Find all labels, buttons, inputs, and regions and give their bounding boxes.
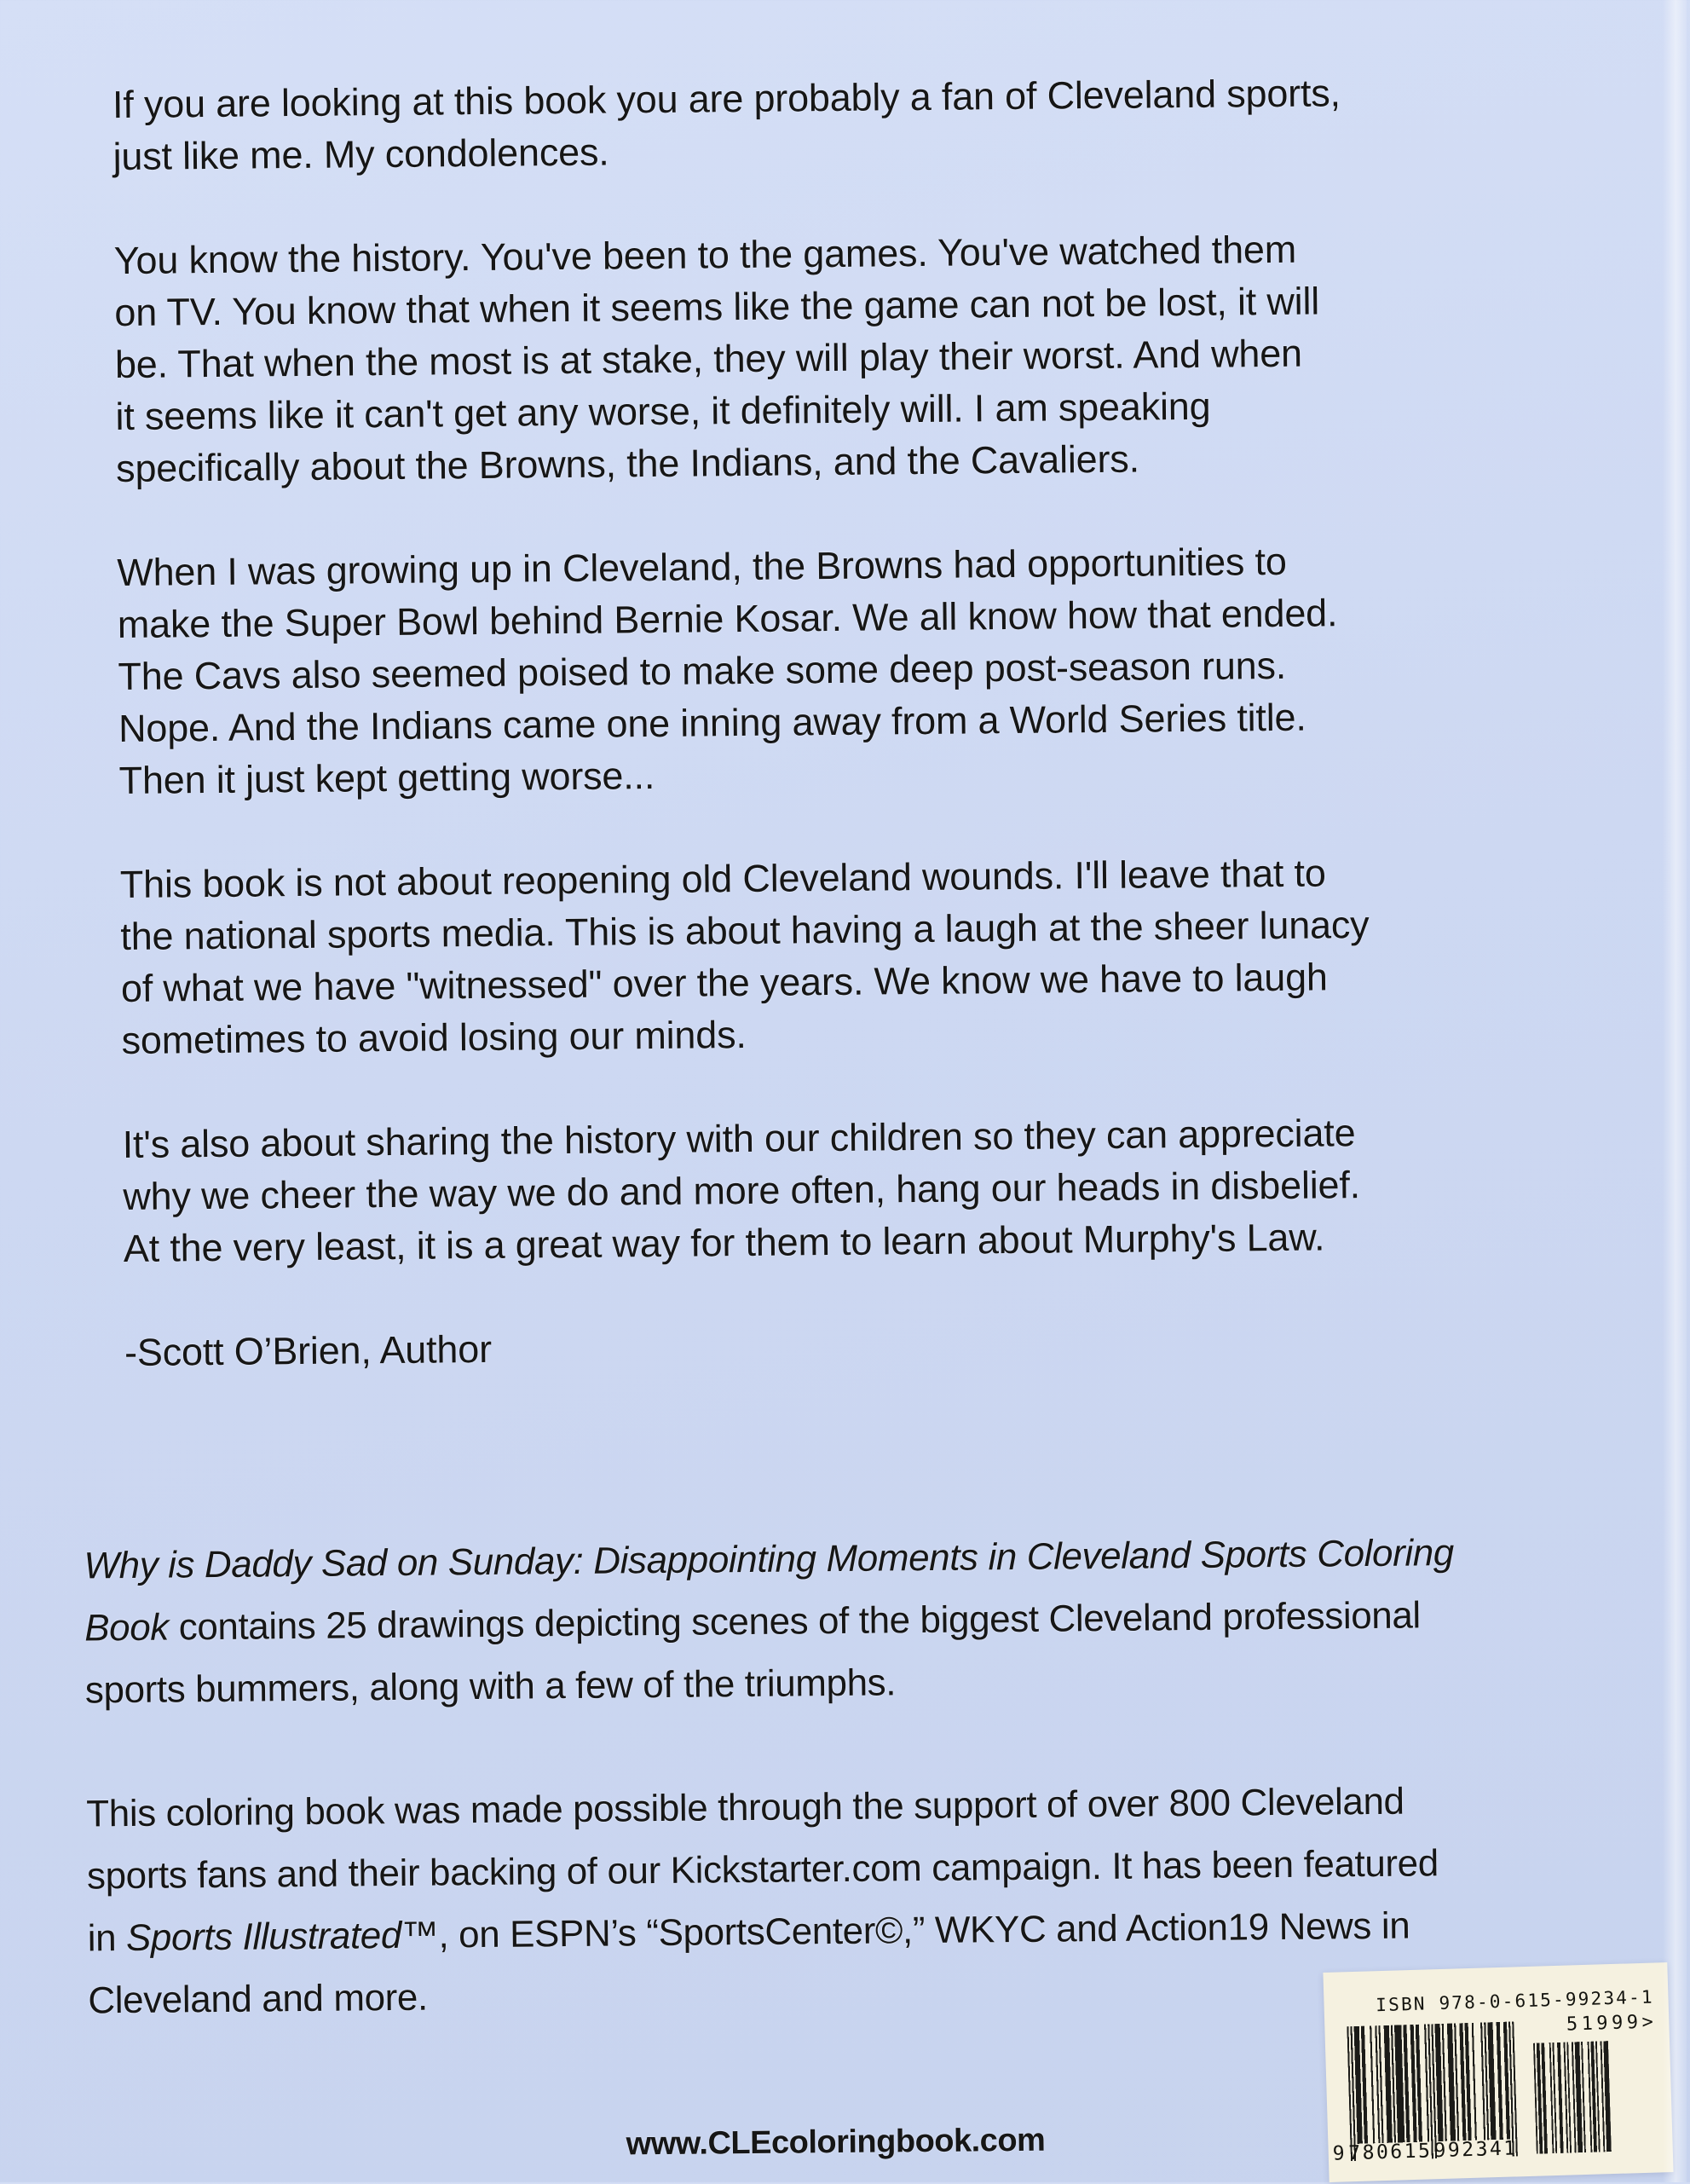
text-segment: At the very least, it is a great way for them to learn about Murphy's Law.	[123, 1215, 1325, 1271]
paragraph	[86, 1770, 1458, 2031]
text-line	[118, 742, 1368, 806]
text-segment: why we cheer the way we do and more often, hang our heads in disbelief.	[123, 1163, 1361, 1219]
barcode-price-code: 51999>	[1566, 2011, 1658, 2036]
paragraph	[112, 66, 1362, 182]
text-segment: make the Super Bowl behind Bernie Kosar. We all know how that ended.	[117, 591, 1338, 647]
text-segment: When I was growing up in Cleveland, the Browns had opportunities to	[117, 539, 1287, 595]
text-segment: just like me. My condolences.	[112, 130, 609, 179]
ean5-supplement-barcode-icon	[1533, 2041, 1612, 2154]
text-segment: Cleveland and more.	[88, 1976, 429, 2022]
text-segment: The Cavs also seemed poised to make some deep post-season runs.	[118, 643, 1287, 699]
text-line	[124, 1314, 1374, 1378]
text-line	[87, 1894, 1457, 1969]
text-segment: sometimes to avoid losing our minds.	[121, 1012, 747, 1063]
isbn-label: ISBN 978-0-615-99234-1	[1375, 1986, 1655, 2016]
isbn-barcode-sticker	[1323, 1962, 1673, 2182]
text-line	[84, 1584, 1455, 1659]
text-segment: Then it just kept getting worse...	[118, 754, 655, 803]
isbn-digits-right: 992341	[1433, 2137, 1519, 2163]
italic-text-segment: Why is Daddy Sad on Sunday: Disappointing Moments in Cleveland Sports Coloring	[84, 1532, 1455, 1587]
text-segment: This coloring book was made possible through the support of over 800 Cleveland	[86, 1780, 1404, 1835]
paragraph	[122, 1106, 1372, 1274]
text-line	[85, 1646, 1456, 1721]
paragraph	[113, 222, 1364, 494]
text-segment: You know the history. You've been to the games. You've watched them	[113, 227, 1297, 283]
text-segment: of what we have "witnessed" over the years. We know we have to laugh	[120, 955, 1328, 1011]
text-segment: it seems like it can't get any worse, it definitely will. I am speaking	[115, 384, 1211, 439]
website-url: www.CLEcoloringbook.com	[626, 2122, 1046, 2163]
text-line	[116, 430, 1365, 494]
isbn-digits-left: 780615	[1347, 2140, 1433, 2165]
text-segment: in	[87, 1917, 127, 1960]
text-segment: be. That when the most is at stake, they will play their worst. And when	[114, 331, 1303, 387]
text-segment: ™, on ESPN’s “SportsCenter©,” WKYC and Action19 News in	[401, 1904, 1410, 1956]
text-segment: sports bummers, along with a few of the triumphs.	[84, 1661, 897, 1712]
isbn-digit-system: 9	[1332, 2142, 1347, 2165]
italic-text-segment: Book	[84, 1606, 170, 1650]
paragraph	[120, 846, 1370, 1066]
paragraph	[124, 1314, 1374, 1378]
text-line	[112, 118, 1362, 182]
text-line	[121, 1002, 1370, 1066]
italic-text-segment: Sports Illustrated	[125, 1914, 402, 1960]
text-segment: sports fans and their backing of our Kickstarter.com campaign. It has been featured	[86, 1842, 1439, 1898]
paragraph	[117, 534, 1368, 806]
text-segment: on TV. You know that when it seems like the game can not be lost, it will	[114, 279, 1320, 335]
isbn-digits-row	[1332, 2137, 1518, 2164]
author-letter-section	[112, 66, 1374, 1378]
text-line	[124, 1210, 1373, 1274]
text-segment: -Scott O’Brien, Author	[124, 1326, 493, 1375]
text-line	[88, 1956, 1458, 2031]
text-segment: It's also about sharing the history with our children so they can appreciate	[122, 1111, 1356, 1167]
text-segment: This book is not about reopening old Cleveland wounds. I'll leave that to	[119, 851, 1326, 907]
text-segment: specifically about the Browns, the Indians, and the Cavaliers.	[115, 436, 1140, 491]
text-segment: If you are looking at this book you are probably a fan of Cleveland sports,	[112, 71, 1341, 127]
text-segment: the national sports media. This is about having a laugh at the sheer lunacy	[120, 902, 1370, 959]
text-segment: contains 25 drawings depicting scenes of the biggest Cleveland professional	[168, 1594, 1422, 1649]
paragraph	[84, 1522, 1455, 1721]
book-description-section	[84, 1522, 1458, 2031]
text-segment: Nope. And the Indians came one inning away from a World Series title.	[118, 695, 1306, 751]
